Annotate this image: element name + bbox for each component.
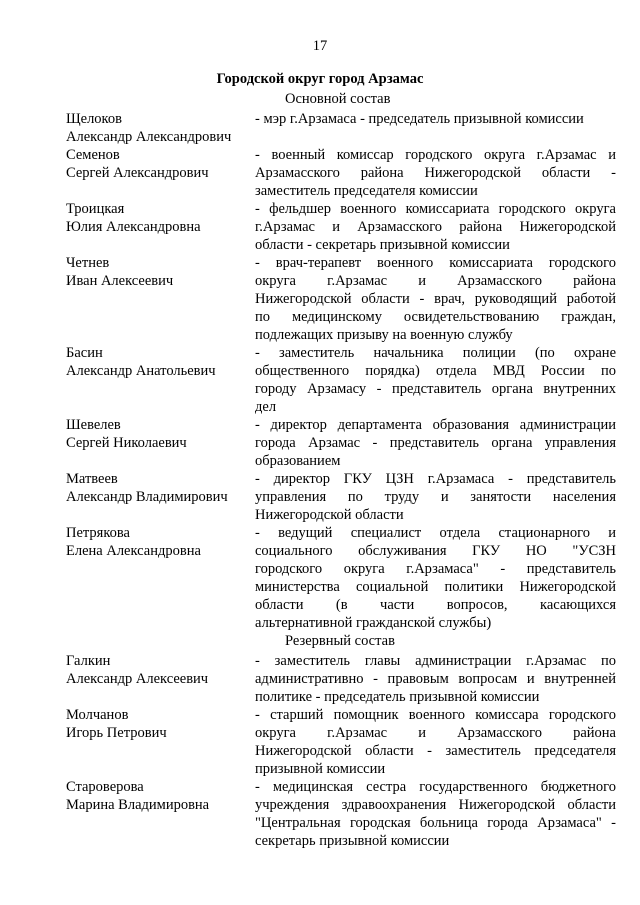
role-line: - заместитель главы администрации г.Арзамас по bbox=[255, 653, 616, 669]
member-surname: Четнев bbox=[66, 255, 110, 271]
role-line: Арзамасского района Нижегородской области - bbox=[255, 165, 616, 181]
role-line: альтернативной гражданской службы) bbox=[255, 615, 492, 631]
member-surname: Молчанов bbox=[66, 707, 129, 723]
member-name bbox=[66, 652, 251, 688]
section-heading-reserve: Резервный состав bbox=[285, 633, 395, 649]
document-title: Городской округ город Арзамас bbox=[216, 71, 424, 87]
role-line: г.Арзамас и Арзамасского района Нижегородской bbox=[255, 219, 616, 235]
role-line: - фельдшер военного комиссариата городского округа bbox=[255, 201, 616, 217]
role-line: области - секретарь призывной комиссии bbox=[255, 237, 510, 253]
role-line: - заместитель начальника полиции (по охране bbox=[255, 345, 616, 361]
role-line: "Центральная городская больница города Арзамаса" - bbox=[255, 815, 616, 831]
role-line: - врач-терапевт военного комиссариата городского bbox=[255, 255, 616, 271]
role-line: управления по труду и занятости населения bbox=[255, 489, 616, 505]
member-name bbox=[66, 706, 251, 742]
member-role bbox=[255, 778, 616, 850]
member-surname: Галкин bbox=[66, 653, 111, 669]
member-role bbox=[255, 110, 616, 128]
role-line: подлежащих призыву на военную службу bbox=[255, 327, 513, 343]
member-given-names: Юлия Александровна bbox=[66, 219, 201, 235]
role-line: учреждения здравоохранения Нижегородской области bbox=[255, 797, 616, 813]
role-line: министерства социальной политики Нижегородской bbox=[255, 579, 616, 595]
member-given-names: Иван Алексеевич bbox=[66, 273, 174, 289]
member-name bbox=[66, 524, 251, 560]
role-line: - ведущий специалист отдела стационарного и bbox=[255, 525, 616, 541]
role-line: административно - правовым вопросам и внутренней bbox=[255, 671, 616, 687]
role-line: Нижегородской области - врач, руководящий работой bbox=[255, 291, 616, 307]
role-line: округа г.Арзамас и Арзамасского района bbox=[255, 273, 616, 289]
member-name bbox=[66, 146, 251, 182]
member-given-names: Марина Владимировна bbox=[66, 797, 210, 813]
role-line: призывной комиссии bbox=[255, 761, 386, 777]
member-given-names: Александр Алексеевич bbox=[66, 671, 209, 687]
member-name bbox=[66, 778, 251, 814]
role-line: дел bbox=[255, 399, 277, 415]
page-number: 17 bbox=[312, 38, 328, 54]
role-line: по медицинскому освидетельствованию граждан, bbox=[255, 309, 616, 325]
role-line: города Арзамас - представитель органа управления bbox=[255, 435, 616, 451]
member-given-names: Елена Александровна bbox=[66, 543, 201, 559]
member-given-names: Александр Владимирович bbox=[66, 489, 228, 505]
member-role bbox=[255, 416, 616, 470]
member-name bbox=[66, 416, 251, 452]
member-surname: Шевелев bbox=[66, 417, 121, 433]
member-given-names: Александр Анатольевич bbox=[66, 363, 216, 379]
role-line: политике - председатель призывной комиссии bbox=[255, 689, 540, 705]
role-line: общественного порядка) отдела МВД России по bbox=[255, 363, 616, 379]
member-role bbox=[255, 146, 616, 200]
role-line: округа г.Арзамас и Арзамасского района bbox=[255, 725, 616, 741]
role-line: - старший помощник военного комиссара городского bbox=[255, 707, 616, 723]
role-line: - мэр г.Арзамаса - председатель призывной комиссии bbox=[255, 111, 584, 127]
role-line: Нижегородской области - заместитель председателя bbox=[255, 743, 616, 759]
member-name bbox=[66, 200, 251, 236]
member-role bbox=[255, 524, 616, 632]
role-line: - военный комиссар городского округа г.Арзамас и bbox=[255, 147, 616, 163]
section-heading-main: Основной состав bbox=[285, 91, 391, 107]
role-line: городу Арзамасу - представитель органа внутренних bbox=[255, 381, 616, 397]
member-surname: Басин bbox=[66, 345, 103, 361]
member-surname: Петрякова bbox=[66, 525, 130, 541]
member-name bbox=[66, 470, 251, 506]
member-role bbox=[255, 706, 616, 778]
member-given-names: Сергей Александрович bbox=[66, 165, 209, 181]
role-line: образованием bbox=[255, 453, 341, 469]
member-surname: Семенов bbox=[66, 147, 120, 163]
member-surname: Троицкая bbox=[66, 201, 125, 217]
member-name bbox=[66, 254, 251, 290]
member-name bbox=[66, 344, 251, 380]
role-line: - директор департамента образования администрации bbox=[255, 417, 616, 433]
member-role bbox=[255, 652, 616, 706]
role-line: заместитель председателя комиссии bbox=[255, 183, 478, 199]
member-name bbox=[66, 110, 251, 146]
role-line: - медицинская сестра государственного бюджетного bbox=[255, 779, 616, 795]
member-role bbox=[255, 470, 616, 524]
member-role bbox=[255, 344, 616, 416]
role-line: городского округа г.Арзамаса" - представитель bbox=[255, 561, 616, 577]
member-role bbox=[255, 200, 616, 254]
role-line: - директор ГКУ ЦЗН г.Арзамаса - представитель bbox=[255, 471, 616, 487]
member-surname: Староверова bbox=[66, 779, 144, 795]
role-line: области (в части вопросов, касающихся bbox=[255, 597, 616, 613]
member-given-names: Игорь Петрович bbox=[66, 725, 167, 741]
member-surname: Матвеев bbox=[66, 471, 118, 487]
member-role bbox=[255, 254, 616, 344]
role-line: секретарь призывной комиссии bbox=[255, 833, 450, 849]
member-surname: Щелоков bbox=[66, 111, 122, 127]
member-given-names: Сергей Николаевич bbox=[66, 435, 187, 451]
member-given-names: Александр Александрович bbox=[66, 129, 232, 145]
role-line: Нижегородской области bbox=[255, 507, 404, 523]
role-line: социального обслуживания ГКУ НО "УСЗН bbox=[255, 543, 616, 559]
